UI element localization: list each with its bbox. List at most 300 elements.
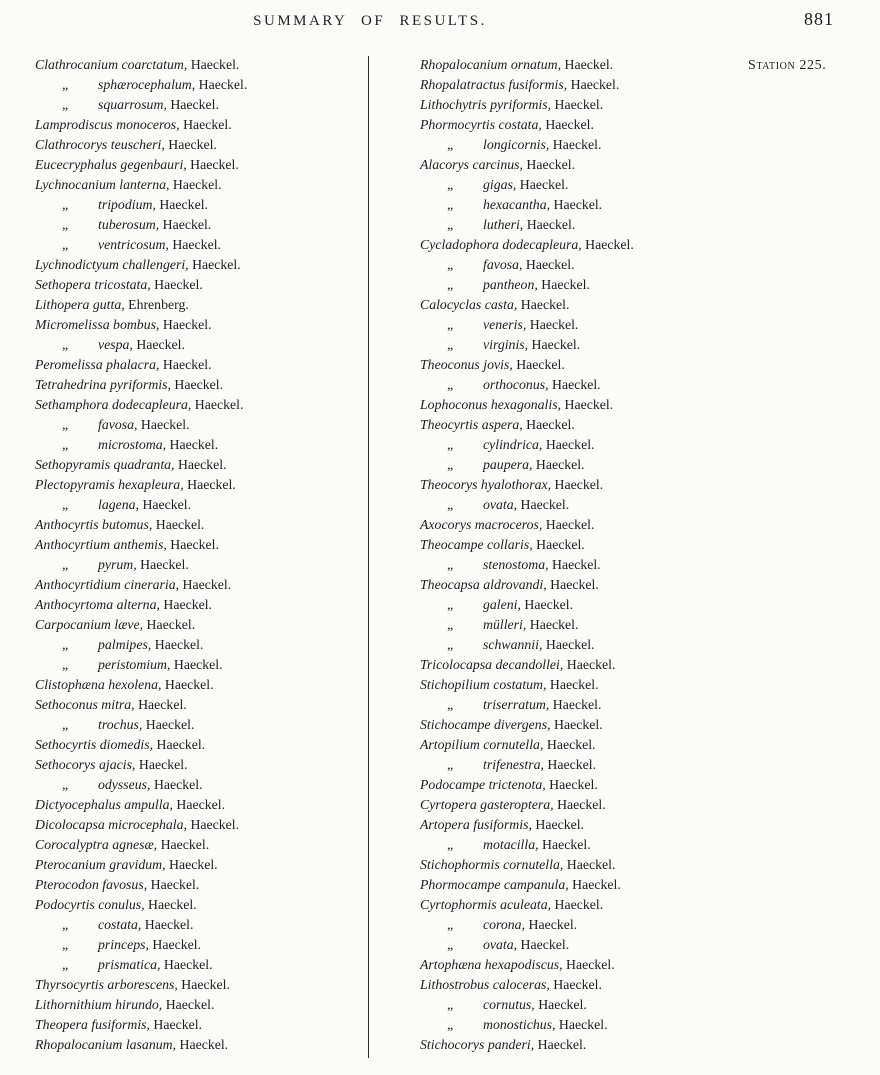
species-column-right [420, 55, 750, 1055]
species-name: Plectopyramis hexapleura, [35, 477, 184, 492]
author-name: Haeckel. [532, 537, 585, 552]
species-name: Theocampe collaris, [420, 537, 533, 552]
species-entry [35, 315, 367, 335]
species-name: Peromelissa phalacra, [35, 357, 160, 372]
author-name: Haeckel. [166, 537, 219, 552]
author-name: Haeckel. [142, 717, 195, 732]
species-entry [35, 495, 367, 515]
species-name: tuberosum, [98, 217, 160, 232]
species-name: Sethopyramis quadranta, [35, 457, 175, 472]
ditto-mark: „ [447, 458, 454, 473]
species-name: Anthocyrtidium cineraria, [35, 577, 180, 592]
species-entry [420, 795, 750, 815]
ditto-mark: „ [62, 238, 69, 253]
author-name: Haeckel. [542, 437, 595, 452]
species-entry [35, 215, 367, 235]
author-name: Haeckel. [546, 677, 599, 692]
species-entry [420, 755, 750, 775]
species-entry [420, 155, 750, 175]
author-name: Haeckel. [134, 697, 187, 712]
species-name: gigas, [483, 177, 517, 192]
species-name: Podocampe trictenota, [420, 777, 546, 792]
author-name: Haeckel. [155, 197, 208, 212]
species-entry [35, 435, 367, 455]
author-name: Haeckel. [532, 457, 585, 472]
species-name: Clistophæna hexolena, [35, 677, 162, 692]
species-name: veneris, [483, 317, 527, 332]
author-name: Haeckel. [153, 737, 206, 752]
species-entry [35, 735, 367, 755]
author-name: Haeckel. [543, 757, 597, 772]
species-name: vespa, [98, 337, 133, 352]
author-name: Haeckel. [549, 977, 602, 992]
species-name: Sethopera tricostata, [35, 277, 151, 292]
author-name: Haeckel. [555, 1017, 608, 1032]
ditto-mark: „ [62, 498, 69, 513]
species-name: Sethocorys ajacis, [35, 757, 136, 772]
species-entry [420, 415, 750, 435]
species-name: Lychnodictyum challengeri, [35, 257, 189, 272]
species-entry [35, 355, 367, 375]
species-entry [35, 995, 367, 1015]
species-name: Sethamphora dodecapleura, [35, 397, 192, 412]
species-entry [35, 175, 367, 195]
author-name: Haeckel. [517, 297, 570, 312]
species-name: motacilla, [483, 837, 539, 852]
author-name: Haeckel. [135, 757, 188, 772]
species-name: Theocyrtis aspera, [420, 417, 523, 432]
species-entry [35, 195, 367, 215]
species-name: Lithopera gutta, [35, 297, 125, 312]
species-name: Artopilium cornutella, [420, 737, 544, 752]
species-name: Cyrtophormis aculeata, [420, 897, 552, 912]
author-name: Haeckel. [168, 237, 221, 252]
species-entry [420, 115, 750, 135]
species-name: pantheon, [483, 277, 538, 292]
author-name: Haeckel. [160, 957, 213, 972]
species-entry [420, 435, 750, 455]
author-name: Haeckel. [170, 377, 224, 392]
author-name: Haeckel. [149, 1017, 203, 1032]
ditto-mark: „ [447, 618, 454, 633]
author-name: Haeckel. [186, 157, 239, 172]
author-name: Haeckel. [522, 257, 575, 272]
ditto-mark: „ [62, 658, 69, 673]
species-name: peristomium, [98, 657, 171, 672]
ditto-mark: „ [447, 698, 454, 713]
species-name: Dicolocapsa microcephala, [35, 817, 187, 832]
ditto-mark: „ [447, 318, 454, 333]
author-name: Haeckel. [541, 117, 594, 132]
author-name: Haeckel. [581, 237, 634, 252]
author-name: Haeckel. [563, 857, 616, 872]
species-entry [420, 295, 750, 315]
author-name: Haeckel. [545, 777, 598, 792]
species-name: ovata, [483, 937, 518, 952]
ditto-mark: „ [62, 558, 69, 573]
author-name: Haeckel. [177, 977, 230, 992]
species-entry [420, 1035, 750, 1055]
author-name: Haeckel. [179, 117, 232, 132]
species-name: Rhopalatractus fusiformis, [420, 77, 568, 92]
species-name: Stichophormis cornutella, [420, 857, 564, 872]
species-name: Phormocyrtis costata, [420, 117, 542, 132]
author-name: Haeckel. [137, 417, 190, 432]
species-name: Lophoconus hexagonalis, [420, 397, 562, 412]
species-entry [420, 555, 750, 575]
species-name: Podocyrtis conulus, [35, 897, 145, 912]
author-name: Haeckel. [166, 437, 219, 452]
species-name: Cyrtopera gasteroptera, [420, 797, 554, 812]
species-name: costata, [98, 917, 142, 932]
species-entry [35, 635, 367, 655]
column-divider-rule [368, 56, 369, 1058]
species-name: Lithornithium hirundo, [35, 997, 163, 1012]
species-entry [35, 815, 367, 835]
ditto-mark: „ [447, 198, 454, 213]
species-entry [420, 635, 750, 655]
ditto-mark: „ [62, 338, 69, 353]
species-name: schwannii, [483, 637, 543, 652]
species-name: Eucecryphalus gegenbauri, [35, 157, 187, 172]
species-name: Clathrocanium coarctatum, [35, 57, 188, 72]
ditto-mark: „ [447, 758, 454, 773]
ditto-mark: „ [447, 598, 454, 613]
species-name: mülleri, [483, 617, 527, 632]
species-entry [35, 695, 367, 715]
author-name: Haeckel. [549, 137, 602, 152]
author-name: Haeckel. [528, 337, 581, 352]
species-entry [420, 255, 750, 275]
species-name: microstoma, [98, 437, 167, 452]
species-name: lutheri, [483, 217, 524, 232]
species-entry [35, 535, 367, 555]
species-entry [35, 475, 367, 495]
species-name: Anthocyrtium anthemis, [35, 537, 167, 552]
author-name: Haeckel. [150, 777, 203, 792]
ditto-mark: „ [447, 378, 454, 393]
species-name: Clathrocorys teuscheri, [35, 137, 165, 152]
species-name: prismatica, [98, 957, 161, 972]
author-name: Haeckel. [157, 837, 210, 852]
species-entry [35, 135, 367, 155]
ditto-mark: „ [447, 138, 454, 153]
ditto-mark: „ [62, 418, 69, 433]
species-entry [35, 975, 367, 995]
species-name: Lychnocanium lanterna, [35, 177, 170, 192]
author-name: Haeckel. [548, 557, 601, 572]
species-name: Calocyclas casta, [420, 297, 518, 312]
species-name: Lithostrobus caloceras, [420, 977, 550, 992]
species-name: Dictyocephalus ampulla, [35, 797, 173, 812]
author-name: Haeckel. [550, 717, 603, 732]
species-entry [420, 835, 750, 855]
species-name: hexacantha, [483, 197, 551, 212]
ditto-mark: „ [447, 498, 454, 513]
author-name: Haeckel. [159, 217, 212, 232]
species-entry [35, 955, 367, 975]
ditto-mark: „ [62, 918, 69, 933]
species-entry [420, 315, 750, 335]
author-name: Haeckel. [159, 597, 213, 612]
author-name: Haeckel. [525, 917, 578, 932]
species-entry [35, 95, 367, 115]
species-entry [420, 95, 750, 115]
author-name: Haeckel. [139, 497, 192, 512]
species-entry [420, 195, 750, 215]
species-name: cornutus, [483, 997, 535, 1012]
station-margin-note: Station 225. [748, 58, 827, 73]
species-name: trifenestra, [483, 757, 544, 772]
species-entry [35, 615, 367, 635]
species-entry [35, 835, 367, 855]
author-name: Haeckel. [150, 277, 203, 292]
species-entry [420, 175, 750, 195]
species-entry [35, 295, 367, 315]
ditto-mark: „ [447, 558, 454, 573]
ditto-mark: „ [447, 918, 454, 933]
species-entry [420, 335, 750, 355]
author-name: Haeckel. [176, 1037, 229, 1052]
author-name: Haeckel. [183, 477, 236, 492]
species-name: Pterocodon favosus, [35, 877, 148, 892]
author-name: Haeckel. [548, 377, 601, 392]
author-name: Haeckel. [147, 877, 200, 892]
species-entry [420, 695, 750, 715]
species-entry [420, 975, 750, 995]
species-name: Sethoconus mitra, [35, 697, 135, 712]
ditto-mark: „ [62, 218, 69, 233]
species-entry [35, 375, 367, 395]
ditto-mark: „ [62, 78, 69, 93]
species-name: Tetrahedrina pyriformis, [35, 377, 171, 392]
ditto-mark: „ [447, 218, 454, 233]
species-name: Pterocanium gravidum, [35, 857, 166, 872]
species-entry [35, 235, 367, 255]
species-entry [420, 455, 750, 475]
author-name: Haeckel. [543, 737, 596, 752]
species-name: virginis, [483, 337, 529, 352]
author-name: Haeckel. [568, 877, 621, 892]
species-name: Phormocampe campanula, [420, 877, 569, 892]
author-name: Haeckel. [141, 917, 194, 932]
author-name: Haeckel. [523, 217, 576, 232]
ditto-mark: „ [62, 638, 69, 653]
species-entry [35, 75, 367, 95]
species-entry [420, 775, 750, 795]
author-name: Haeckel. [161, 677, 214, 692]
author-name: Haeckel. [549, 697, 602, 712]
species-entry [35, 775, 367, 795]
species-name: corona, [483, 917, 526, 932]
author-name: Haeckel. [526, 617, 579, 632]
species-name: Theopera fusiformis, [35, 1017, 150, 1032]
species-entry [35, 675, 367, 695]
species-name: Alacorys carcinus, [420, 157, 523, 172]
author-name: Haeckel. [179, 577, 232, 592]
species-entry [420, 735, 750, 755]
species-name: pyrum, [98, 557, 137, 572]
species-name: Theocapsa aldrovandi, [420, 577, 547, 592]
species-entry [420, 135, 750, 155]
ditto-mark: „ [447, 338, 454, 353]
author-name: Haeckel. [531, 817, 585, 832]
species-entry [35, 515, 367, 535]
author-name: Haeckel. [522, 157, 576, 172]
author-name: Haeckel. [542, 517, 595, 532]
author-name: Haeckel. [567, 77, 620, 92]
species-entry [420, 915, 750, 935]
species-entry [420, 855, 750, 875]
author-name: Haeckel. [166, 97, 219, 112]
author-name: Haeckel. [159, 317, 212, 332]
species-name: palmipes, [98, 637, 152, 652]
author-name: Haeckel. [534, 1037, 587, 1052]
author-name: Haeckel. [522, 417, 575, 432]
species-name: Cycladophora dodecapleura, [420, 237, 582, 252]
species-name: Theoconus jovis, [420, 357, 513, 372]
species-entry [35, 395, 367, 415]
author-name: Haeckel. [534, 997, 587, 1012]
species-entry [35, 895, 367, 915]
author-name: Haeckel. [151, 637, 204, 652]
species-name: Sethocyrtis diomedis, [35, 737, 154, 752]
author-name: Haeckel. [551, 477, 604, 492]
author-name: Haeckel. [551, 97, 604, 112]
species-name: paupera, [483, 457, 533, 472]
species-entry [420, 235, 750, 255]
author-name: Haeckel. [174, 457, 227, 472]
ditto-mark: „ [447, 278, 454, 293]
species-entry [35, 715, 367, 735]
species-entry [35, 55, 367, 75]
species-entry [35, 935, 367, 955]
author-name: Haeckel. [526, 317, 579, 332]
author-name: Haeckel. [188, 257, 241, 272]
author-name: Haeckel. [516, 177, 569, 192]
species-name: Corocalyptra agnesæ, [35, 837, 158, 852]
species-entry [420, 875, 750, 895]
author-name: Haeckel. [537, 277, 590, 292]
species-entry [35, 575, 367, 595]
species-entry [420, 595, 750, 615]
species-name: Anthocyrtis butomus, [35, 517, 153, 532]
page-number: 881 [804, 9, 834, 29]
species-name: squarrosum, [98, 97, 167, 112]
author-name: Haeckel. [542, 637, 595, 652]
author-name: Haeckel. [512, 357, 565, 372]
species-entry [420, 395, 750, 415]
species-name: Stichocorys panderi, [420, 1037, 535, 1052]
author-name: Haeckel. [195, 77, 248, 92]
species-name: monostichus, [483, 1017, 556, 1032]
author-name: Haeckel. [517, 937, 570, 952]
species-entry [35, 275, 367, 295]
author-name: Haeckel. [562, 957, 615, 972]
species-entry [35, 875, 367, 895]
species-entry [35, 595, 367, 615]
species-name: Carpocanium læve, [35, 617, 144, 632]
author-name: Ehrenberg. [124, 297, 189, 312]
author-name: Haeckel. [164, 137, 217, 152]
species-entry [420, 575, 750, 595]
author-name: Haeckel. [159, 357, 212, 372]
species-entry [420, 475, 750, 495]
species-name: ovata, [483, 497, 518, 512]
author-name: Haeckel. [561, 57, 614, 72]
ditto-mark: „ [447, 638, 454, 653]
species-name: cylindrica, [483, 437, 543, 452]
species-entry [35, 115, 367, 135]
species-entry [35, 655, 367, 675]
species-entry [420, 355, 750, 375]
author-name: Haeckel. [551, 897, 604, 912]
author-name: Haeckel. [520, 597, 574, 612]
ditto-mark: „ [447, 178, 454, 193]
species-entry [420, 935, 750, 955]
ditto-mark: „ [447, 438, 454, 453]
species-entry [420, 815, 750, 835]
species-name: Micromelissa bombus, [35, 317, 160, 332]
author-name: Haeckel. [546, 577, 599, 592]
species-name: triserratum, [483, 697, 550, 712]
author-name: Haeckel. [136, 557, 189, 572]
species-name: galeni, [483, 597, 521, 612]
ditto-mark: „ [447, 938, 454, 953]
species-entry [35, 415, 367, 435]
species-entry [35, 755, 367, 775]
ditto-mark: „ [62, 778, 69, 793]
author-name: Haeckel. [170, 657, 223, 672]
species-entry [420, 275, 750, 295]
species-name: Stichocampe divergens, [420, 717, 551, 732]
species-entry [420, 75, 750, 95]
author-name: Haeckel. [538, 837, 591, 852]
species-entry [420, 515, 750, 535]
species-entry [420, 655, 750, 675]
species-entry [420, 675, 750, 695]
author-name: Haeckel. [169, 177, 222, 192]
species-name: Tricolocapsa decandollei, [420, 657, 564, 672]
species-entry [420, 535, 750, 555]
species-entry [35, 255, 367, 275]
ditto-mark: „ [447, 1018, 454, 1033]
ditto-mark: „ [447, 258, 454, 273]
species-name: Rhopalocanium ornatum, [420, 57, 562, 72]
species-name: Lithochytris pyriformis, [420, 97, 552, 112]
author-name: Haeckel. [191, 397, 244, 412]
species-entry [35, 795, 367, 815]
species-entry [420, 375, 750, 395]
species-entry [420, 955, 750, 975]
species-column-left [35, 55, 367, 1055]
species-entry [35, 915, 367, 935]
species-name: favosa, [98, 417, 138, 432]
author-name: Haeckel. [152, 517, 205, 532]
species-name: favosa, [483, 257, 523, 272]
ditto-mark: „ [62, 198, 69, 213]
ditto-mark: „ [62, 438, 69, 453]
author-name: Haeckel. [144, 897, 197, 912]
species-entry [35, 555, 367, 575]
author-name: Haeckel. [553, 797, 606, 812]
species-entry [35, 335, 367, 355]
species-entry [420, 895, 750, 915]
ditto-mark: „ [62, 938, 69, 953]
species-name: Axocorys macroceros, [420, 517, 543, 532]
species-name: trochus, [98, 717, 143, 732]
author-name: Haeckel. [187, 57, 240, 72]
